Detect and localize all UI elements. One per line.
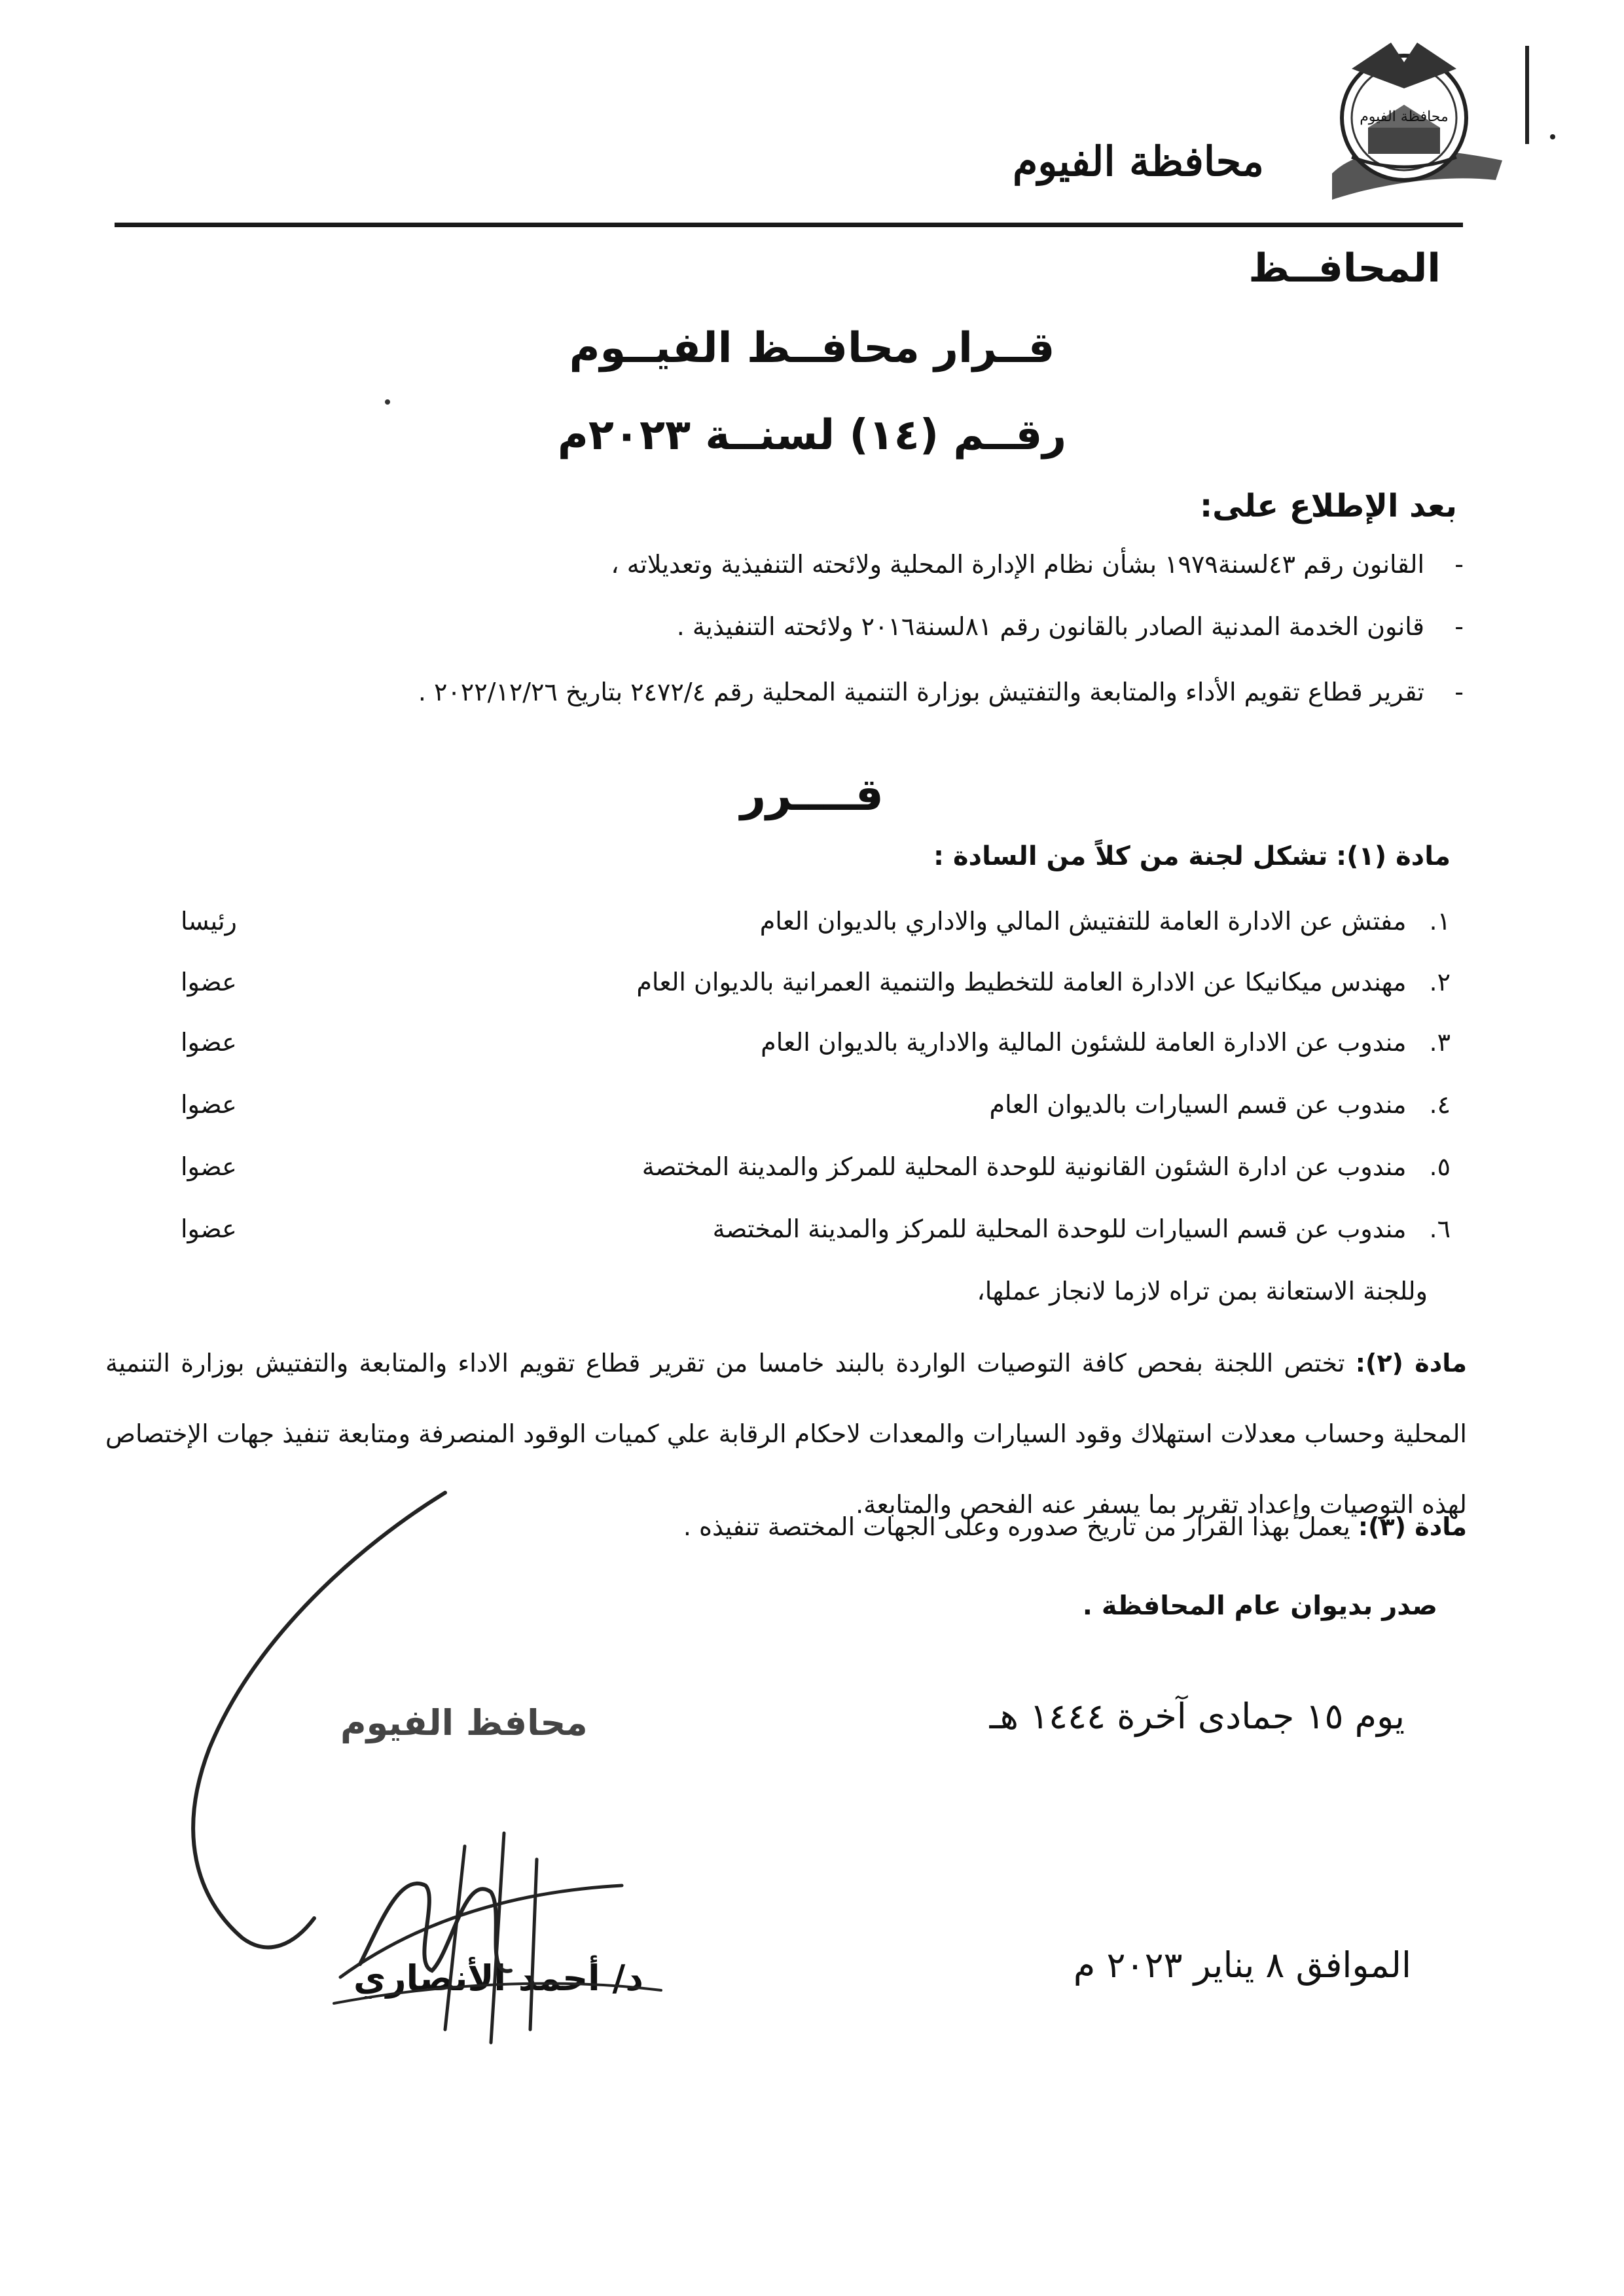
member-number: ٣. (1429, 1028, 1451, 1057)
list-item (168, 1028, 1451, 1057)
member-number: ٤. (1429, 1090, 1451, 1119)
list-dash: - (1454, 678, 1464, 706)
scan-edge-mark (1525, 46, 1529, 144)
member-role: عضوا (181, 1214, 237, 1243)
handwritten-signature (164, 1467, 720, 2056)
article-label: مادة (١): (1336, 841, 1451, 871)
member-text: مفتش عن الادارة العامة للتفتيش المالي والاداري بالديوان العام (759, 907, 1407, 936)
decision-number: رقــم (١٤) لسنــة ٢٠٢٣م (557, 411, 1067, 460)
member-number: ١. (1429, 907, 1451, 936)
hijri-date: يوم ١٥ جمادى آخرة ١٤٤٤ هـ (989, 1696, 1405, 1737)
list-item (168, 1152, 1451, 1181)
list-item (168, 907, 1451, 936)
member-number: ٢. (1429, 968, 1451, 996)
preamble-item-text: القانون رقم ٤٣لسنة١٩٧٩ بشأن نظام الإدارة المحلية ولائحته التنفيذية وتعديلاته ، (611, 550, 1424, 579)
governorate-seal-icon (1306, 29, 1509, 219)
article-label: مادة (٣): (1358, 1512, 1467, 1541)
article-1 (933, 841, 1451, 871)
scan-dot (1550, 134, 1555, 139)
preamble-intro: بعد الإطلاع على: (1199, 488, 1457, 524)
member-role: عضوا (181, 968, 237, 996)
member-role: عضوا (181, 1090, 237, 1119)
member-text: مندوب عن الادارة العامة للشئون المالية والادارية بالديوان العام (761, 1028, 1407, 1057)
article-label: مادة (٢): (1355, 1349, 1467, 1377)
list-item (168, 968, 1451, 996)
article-text: يعمل بهذا القرار من تاريخ صدوره وعلى الجهات المختصة تنفيذه . (683, 1512, 1350, 1541)
member-role: عضوا (181, 1028, 237, 1057)
preamble-item (677, 612, 1464, 641)
preamble-item (611, 550, 1464, 579)
member-text: مندوب عن قسم السيارات للوحدة المحلية للمركز والمدينة المختصة (712, 1214, 1407, 1243)
office-heading: المحافــظ (1248, 246, 1441, 291)
article-3 (683, 1512, 1467, 1541)
member-role: رئيسا (181, 907, 237, 936)
list-dash: - (1454, 612, 1464, 641)
signatory-title: محافظ الفيوم (340, 1702, 588, 1743)
signatory-name: د/ أحمد الأنصاري (353, 1958, 643, 1999)
preamble-item-text: تقرير قطاع تقويم الأداء والمتابعة والتفتيش بوزارة التنمية المحلية رقم ٢٤٧٢/٤ بتاريخ ٢٠٢٢/١٢/٢٦ . (418, 678, 1424, 706)
list-item (168, 1214, 1451, 1243)
member-role: عضوا (181, 1152, 237, 1181)
decision-heading: قــــرر (740, 769, 884, 821)
preamble-item (418, 678, 1464, 706)
issued-line: صدر بديوان عام المحافظة . (1082, 1591, 1437, 1621)
member-number: ٦. (1429, 1214, 1451, 1243)
gregorian-date: الموافق ٨ يناير ٢٠٢٣ م (1073, 1944, 1411, 1986)
document-title: قــرار محافــظ الفيــوم (569, 324, 1055, 373)
member-text: مهندس ميكانيكا عن الادارة العامة للتخطيط والتنمية العمرانية بالديوان العام (636, 968, 1407, 996)
article-text: تختص اللجنة بفحص كافة التوصيات الواردة بالبند خامسا من تقرير قطاع تقويم الاداء والمتابعة والتفتيش بوزارة التنمية المحلية وحساب معدلات استهلاك وقود السيارات والمعدات لاحكام الرقابة علي كميات الوقود المنصرفة ومتابعة تنفيذ جهات الإختصاص لهذه التوصيات وإعداد تقرير بما يسفر عنه الفحص والمتابعة. (105, 1349, 1467, 1519)
scan-dot (385, 399, 390, 405)
member-number: ٥. (1429, 1152, 1451, 1181)
svg-text:محافظة الفيوم: محافظة الفيوم (1360, 109, 1449, 125)
preamble-item-text: قانون الخدمة المدنية الصادر بالقانون رقم ٨١لسنة٢٠١٦ ولائحته التنفيذية . (676, 612, 1424, 641)
list-item (168, 1090, 1451, 1119)
member-text: مندوب عن ادارة الشئون القانونية للوحدة المحلية للمركز والمدينة المختصة (641, 1152, 1407, 1181)
header-divider (115, 223, 1463, 227)
article-text: تشكل لجنة من كلاً من السادة : (933, 841, 1328, 871)
member-text: مندوب عن قسم السيارات بالديوان العام (989, 1090, 1407, 1119)
list-dash: - (1454, 550, 1464, 579)
governorate-name: محافظة الفيوم (1012, 137, 1264, 185)
article-1-tail: وللجنة الاستعانة بمن تراه لازما لانجاز عملها، (977, 1277, 1428, 1305)
